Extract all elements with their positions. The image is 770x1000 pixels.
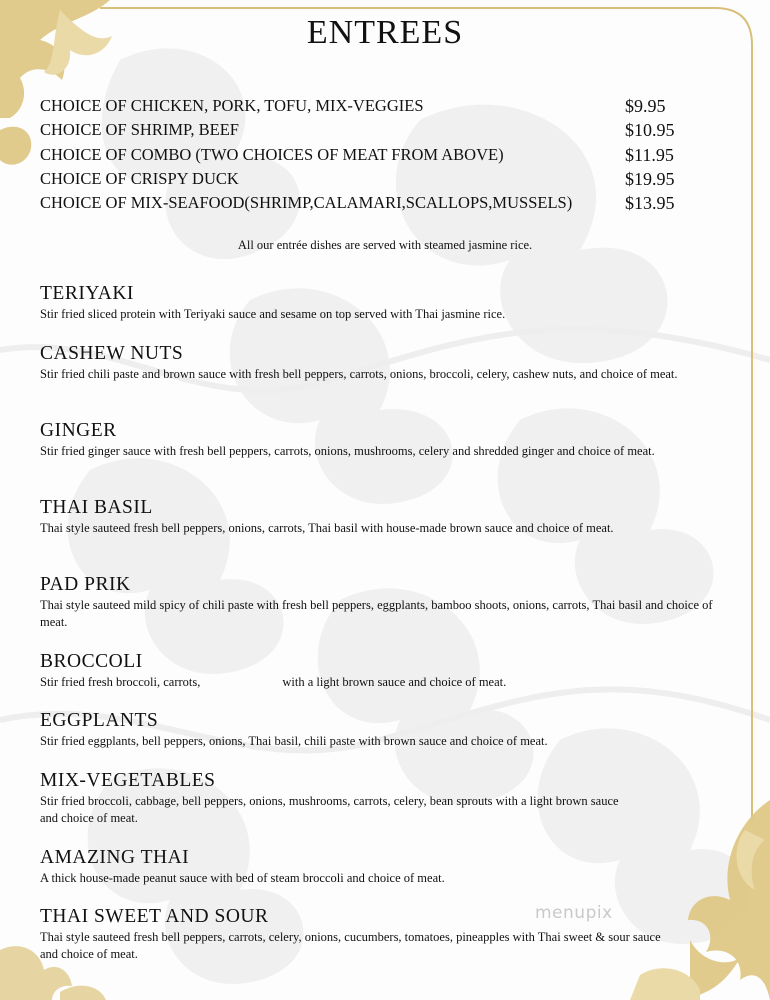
dish-item xyxy=(40,574,740,630)
dish-name: BROCCOLI xyxy=(40,651,143,672)
dish-item xyxy=(40,770,630,826)
dish-description: Stir fried broccoli, cabbage, bell peppers, onions, mushrooms, carrots, celery, bean sprouts with a light brown sauce and choice of meat. xyxy=(40,794,619,825)
dish-description-part1: Stir fried fresh broccoli, carrots, xyxy=(40,675,201,689)
dish-description: Stir fried sliced protein with Teriyaki sauce and sesame on top served with Thai jasmine rice. xyxy=(40,307,506,321)
dish-description xyxy=(40,674,740,691)
dish-item xyxy=(40,343,740,383)
dish-description: Stir fried eggplants, bell peppers, onions, Thai basil, chili paste with brown sauce and choice of meat. xyxy=(40,734,548,748)
price-row xyxy=(40,96,690,118)
dish-name: CASHEW NUTS xyxy=(40,343,184,364)
price-value: $10.95 xyxy=(625,120,675,140)
price-choice: CHOICE OF MIX-SEAFOOD(SHRIMP,CALAMARI,SCALLOPS,MUSSELS) xyxy=(40,193,573,212)
dish-description: Thai style sauteed fresh bell peppers, carrots, celery, onions, cucumbers, tomatoes, pineapples with Thai sweet & sour sauce and choice of meat. xyxy=(40,930,661,961)
price-row xyxy=(40,120,690,142)
price-choice: CHOICE OF CHICKEN, PORK, TOFU, MIX-VEGGIES xyxy=(40,96,424,115)
price-choice: CHOICE OF CRISPY DUCK xyxy=(40,169,239,188)
dish-description: A thick house-made peanut sauce with bed of steam broccoli and choice of meat. xyxy=(40,871,445,885)
dish-name: PAD PRIK xyxy=(40,574,131,595)
price-value: $19.95 xyxy=(625,169,675,189)
dish-name: AMAZING THAI xyxy=(40,847,190,868)
watermark-logo: menupix xyxy=(535,903,613,923)
dish-description-part2: with a light brown sauce and choice of meat. xyxy=(282,675,507,689)
price-choice: CHOICE OF SHRIMP, BEEF xyxy=(40,120,239,139)
dish-name: THAI BASIL xyxy=(40,497,153,518)
dish-item xyxy=(40,283,740,323)
page-title: ENTREES xyxy=(306,14,464,51)
price-row xyxy=(40,169,690,191)
price-row xyxy=(40,193,690,215)
dish-item xyxy=(40,847,740,887)
dish-item xyxy=(40,710,740,750)
dish-name: GINGER xyxy=(40,420,117,441)
dish-name: THAI SWEET AND SOUR xyxy=(40,906,269,927)
dish-description: Stir fried chili paste and brown sauce with fresh bell peppers, carrots, onions, broccoli, celery, cashew nuts, and choice of meat. xyxy=(40,367,678,381)
price-row xyxy=(40,145,690,167)
price-choice: CHOICE OF COMBO (TWO CHOICES OF MEAT FROM ABOVE) xyxy=(40,145,504,164)
dish-item xyxy=(40,420,740,460)
dish-item xyxy=(40,497,740,537)
dish-description: Thai style sauteed mild spicy of chili paste with fresh bell peppers, eggplants, bamboo shoots, onions, carrots, Thai basil and choice of meat. xyxy=(40,598,713,629)
dish-name: TERIYAKI xyxy=(40,283,134,304)
dish-description: Stir fried ginger sauce with fresh bell peppers, carrots, onions, mushrooms, celery and shredded ginger and choice of meat. xyxy=(40,444,655,458)
price-value: $11.95 xyxy=(625,145,674,165)
price-value: $9.95 xyxy=(625,96,666,116)
price-value: $13.95 xyxy=(625,193,675,213)
dish-name: MIX-VEGETABLES xyxy=(40,770,216,791)
dish-item xyxy=(40,651,740,691)
dish-name: EGGPLANTS xyxy=(40,710,159,731)
rice-note: All our entrée dishes are served with steamed jasmine rice. xyxy=(237,238,533,252)
dish-description: Thai style sauteed fresh bell peppers, onions, carrots, Thai basil with house-made brown sauce and choice of meat. xyxy=(40,521,614,535)
